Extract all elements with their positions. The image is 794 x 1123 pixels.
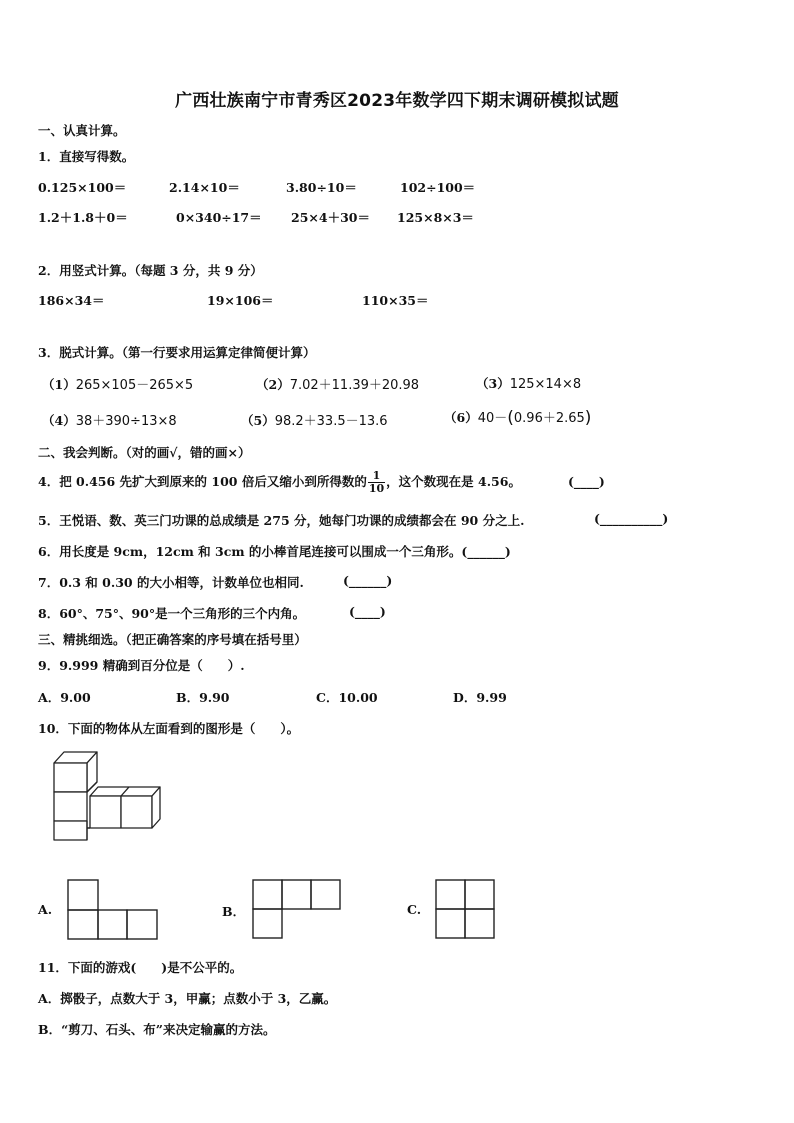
q1-item: 125×8×3＝	[397, 210, 474, 225]
section-1-heading: 一、认真计算。	[38, 123, 126, 138]
q2-item: 19×106＝	[207, 293, 274, 308]
q8-text: 8．60°、75°、90°是一个三角形的三个内角。	[38, 606, 306, 621]
q1-item: 3.80÷10＝	[286, 180, 357, 195]
q3-expr: 98.2＋33.5－13.6	[274, 414, 388, 429]
left-paren: (	[507, 408, 514, 428]
q10-text: 10．下面的物体从左面看到的图形是（ ）。	[38, 721, 300, 736]
q3-expr: 38＋390÷13×8	[75, 414, 177, 429]
q4-text-a: 4．把 0.456 先扩大到原来的 100 倍后又缩小到所得数的	[38, 474, 367, 489]
q4-text-b: ，这个数现在是 4.56。	[386, 474, 521, 489]
q10-option-a[interactable]: A.	[38, 902, 53, 917]
q2-item: 186×34＝	[38, 293, 105, 308]
section-3-heading: 三、精挑细选。（把正确答案的序号填在括号里）	[38, 632, 307, 647]
q3-num: （2）	[256, 377, 290, 392]
q11-option-b[interactable]: B．“剪刀、石头、布”来决定输赢的方法。	[38, 1022, 276, 1037]
q1-item: 2.14×10＝	[169, 180, 240, 195]
answer-blank[interactable]: (____)	[568, 474, 605, 489]
q1-item: 0×340÷17＝	[176, 210, 262, 225]
q6-text: 6．用长度是 9cm，12cm 和 3cm 的小棒首尾连接可以围成一个三角形。(______)	[38, 544, 511, 559]
q11-text: 11．下面的游戏( )是不公平的。	[38, 960, 243, 975]
section-2-heading: 二、我会判断。（对的画√，错的画×）	[38, 445, 251, 460]
q5-text: 5．王悦语、数、英三门功课的总成绩是 275 分，她每门功课的成绩都会在 90 分之上.	[38, 513, 525, 528]
q3-expr: 7.02＋11.39＋20.98	[289, 378, 420, 393]
q1-item: 0.125×100＝	[38, 180, 127, 195]
q3-expr: 40－	[477, 411, 508, 426]
q3-num: （1）	[42, 377, 76, 392]
q1-item: 102÷100＝	[400, 180, 476, 195]
q3-label: 3．脱式计算。（第一行要求用运算定律简便计算）	[38, 345, 316, 360]
q1-item: 1.2＋1.8＋0＝	[38, 210, 128, 225]
q3-num: （5）	[241, 413, 275, 428]
answer-blank[interactable]: (____)	[349, 604, 386, 619]
answer-blank[interactable]: (__________)	[594, 511, 669, 526]
q1-item: 25×4＋30＝	[291, 210, 370, 225]
q2-item: 110×35＝	[362, 293, 429, 308]
q9-option-b[interactable]: B．9.90	[176, 690, 230, 705]
option-b-shape	[253, 880, 340, 938]
q2-label: 2．用竖式计算。（每题 3 分，共 9 分）	[38, 263, 263, 278]
option-c-shape	[436, 880, 494, 938]
answer-blank[interactable]: (______)	[343, 573, 393, 588]
q11-option-a[interactable]: A．掷骰子，点数大于 3，甲赢；点数小于 3，乙赢。	[38, 991, 337, 1006]
q3-num: （6）	[444, 410, 478, 425]
q9-option-d[interactable]: D．9.99	[453, 690, 507, 705]
q9-text: 9．9.999 精确到百分位是（ ）.	[38, 658, 245, 673]
right-paren: )	[584, 408, 592, 428]
q3-num: （4）	[42, 413, 76, 428]
q10-option-c[interactable]: C.	[407, 902, 422, 917]
fraction-numerator: 1	[368, 470, 385, 483]
q3-expr: 0.96＋2.65	[513, 411, 585, 426]
q3-expr: 265×105－265×5	[75, 378, 194, 393]
q1-label: 1．直接写得数。	[38, 149, 135, 164]
q9-option-a[interactable]: A．9.00	[38, 690, 91, 705]
q10-option-b[interactable]: B．	[222, 904, 246, 919]
fraction-denominator: 10	[368, 482, 385, 495]
q3-expr: 125×14×8	[509, 377, 582, 392]
q9-option-c[interactable]: C．10.00	[316, 690, 378, 705]
page-title: 广西壮族南宁市青秀区2023年数学四下期末调研模拟试题	[175, 91, 619, 111]
q3-num: （3）	[476, 376, 510, 391]
q7-text: 7．0.3 和 0.30 的大小相等，计数单位也相同.	[38, 575, 304, 590]
option-a-shape	[68, 880, 157, 939]
